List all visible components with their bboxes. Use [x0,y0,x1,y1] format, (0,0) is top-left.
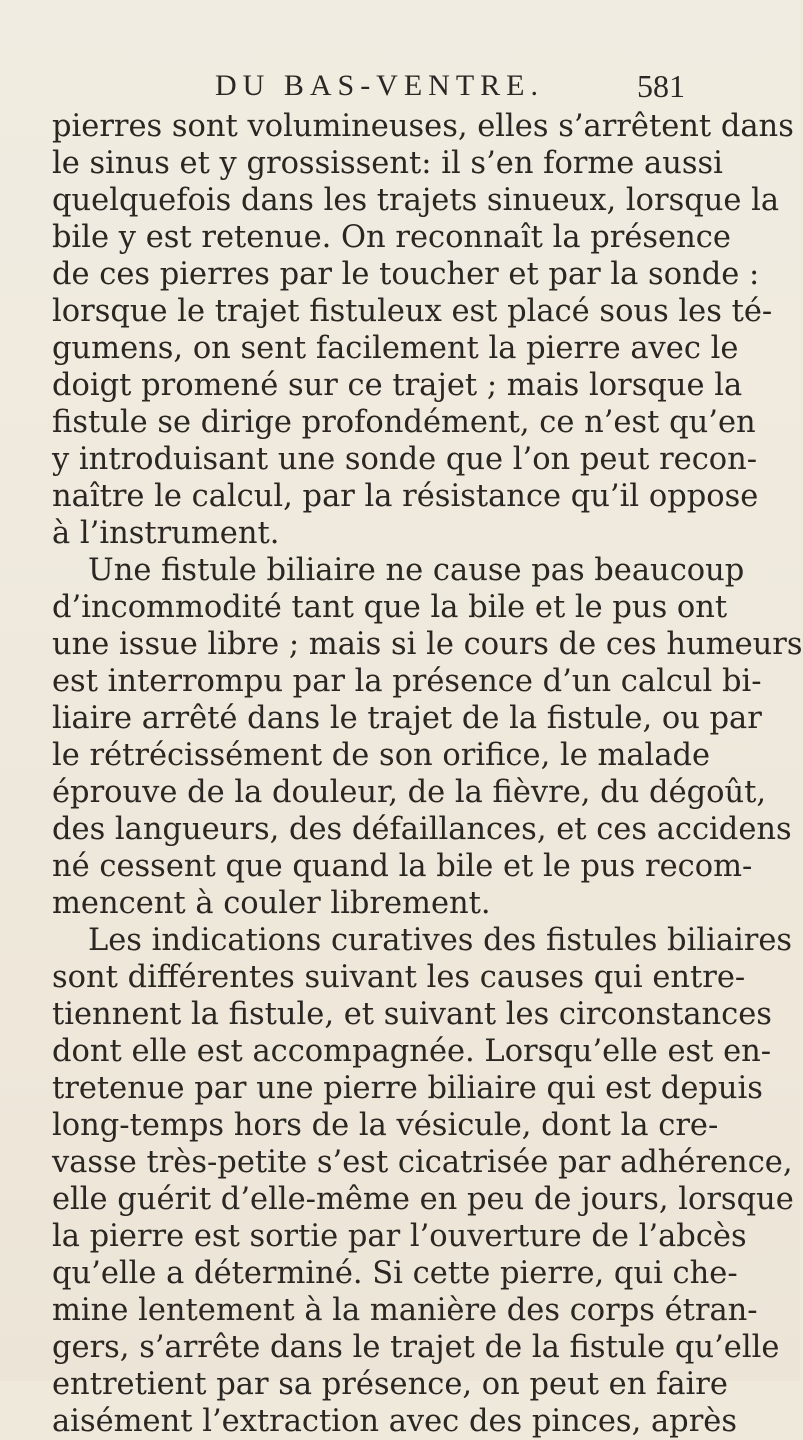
page-header [215,66,685,106]
text-line: entretient par sa présence, on peut en faire [52,1367,728,1402]
text-line: naître le calcul, par la résistance qu’il oppose [52,479,759,514]
text-line: doigt promené sur ce trajet ; mais lorsque la [52,368,743,403]
text-line: fistule se dirige profondément, ce n’est qu’en [52,405,756,440]
text-line: tiennent la fistule, et suivant les circonstances [52,997,772,1032]
text-line: qu’elle a déterminé. Si cette pierre, qui che- [52,1256,738,1291]
text-line: sont différentes suivant les causes qui entre- [52,960,746,995]
text-line: le rétrécissément de son orifice, le malade [52,738,711,773]
text-line: lorsque le trajet fistuleux est placé sous les té- [52,294,773,329]
text-line: y introduisant une sonde que l’on peut recon- [52,442,758,477]
text-line: dont elle est accompagnée. Lorsqu’elle est en- [52,1034,772,1069]
text-line: long-temps hors de la vésicule, dont la cre- [52,1108,719,1143]
text-line: Les indications curatives des fistules biliaires [88,923,793,958]
text-line: des langueurs, des défaillances, et ces accidens [52,812,792,847]
text-line: mine lentement à la manière des corps étran- [52,1293,758,1328]
text-line: aisément l’extraction avec des pinces, après [52,1404,737,1439]
page-number: 581 [637,67,685,104]
text-line: une issue libre ; mais si le cours de ces humeurs [52,627,803,662]
text-line: à l’instrument. [52,516,280,551]
text-line: d’incommodité tant que la bile et le pus ont [52,590,728,625]
text-line: bile y est retenue. On reconnaît la présence [52,220,731,255]
text-line: elle guérit d’elle-même en peu de jours, lorsque [52,1182,794,1217]
text-line: de ces pierres par le toucher et par la sonde : [52,257,760,292]
text-line: liaire arrêté dans le trajet de la fistule, ou par [52,701,762,736]
text-line: gers, s’arrête dans le trajet de la fistule qu’elle [52,1330,780,1365]
text-line: est interrompu par la présence d’un calcul bi- [52,664,762,699]
text-line: la pierre est sortie par l’ouverture de l’abcès [52,1219,747,1254]
text-line: mencent à couler librement. [52,886,491,921]
body-text [52,108,803,1440]
text-line: né cessent que quand la bile et le pus recom- [52,849,753,884]
text-line: le sinus et y grossissent: il s’en forme aussi [52,146,723,181]
text-line: Une fistule biliaire ne cause pas beaucoup [88,553,745,588]
text-line: tretenue par une pierre biliaire qui est depuis [52,1071,763,1106]
running-title: DU BAS-VENTRE. [215,69,544,102]
text-line: quelquefois dans les trajets sinueux, lorsque la [52,183,780,218]
text-line: vasse très-petite s’est cicatrisée par adhérence, [52,1145,793,1180]
text-line: éprouve de la douleur, de la fièvre, du dégoût, [52,775,767,810]
text-line: pierres sont volumineuses, elles s’arrêtent dans [52,109,794,144]
text-line: gumens, on sent facilement la pierre avec le [52,331,739,366]
